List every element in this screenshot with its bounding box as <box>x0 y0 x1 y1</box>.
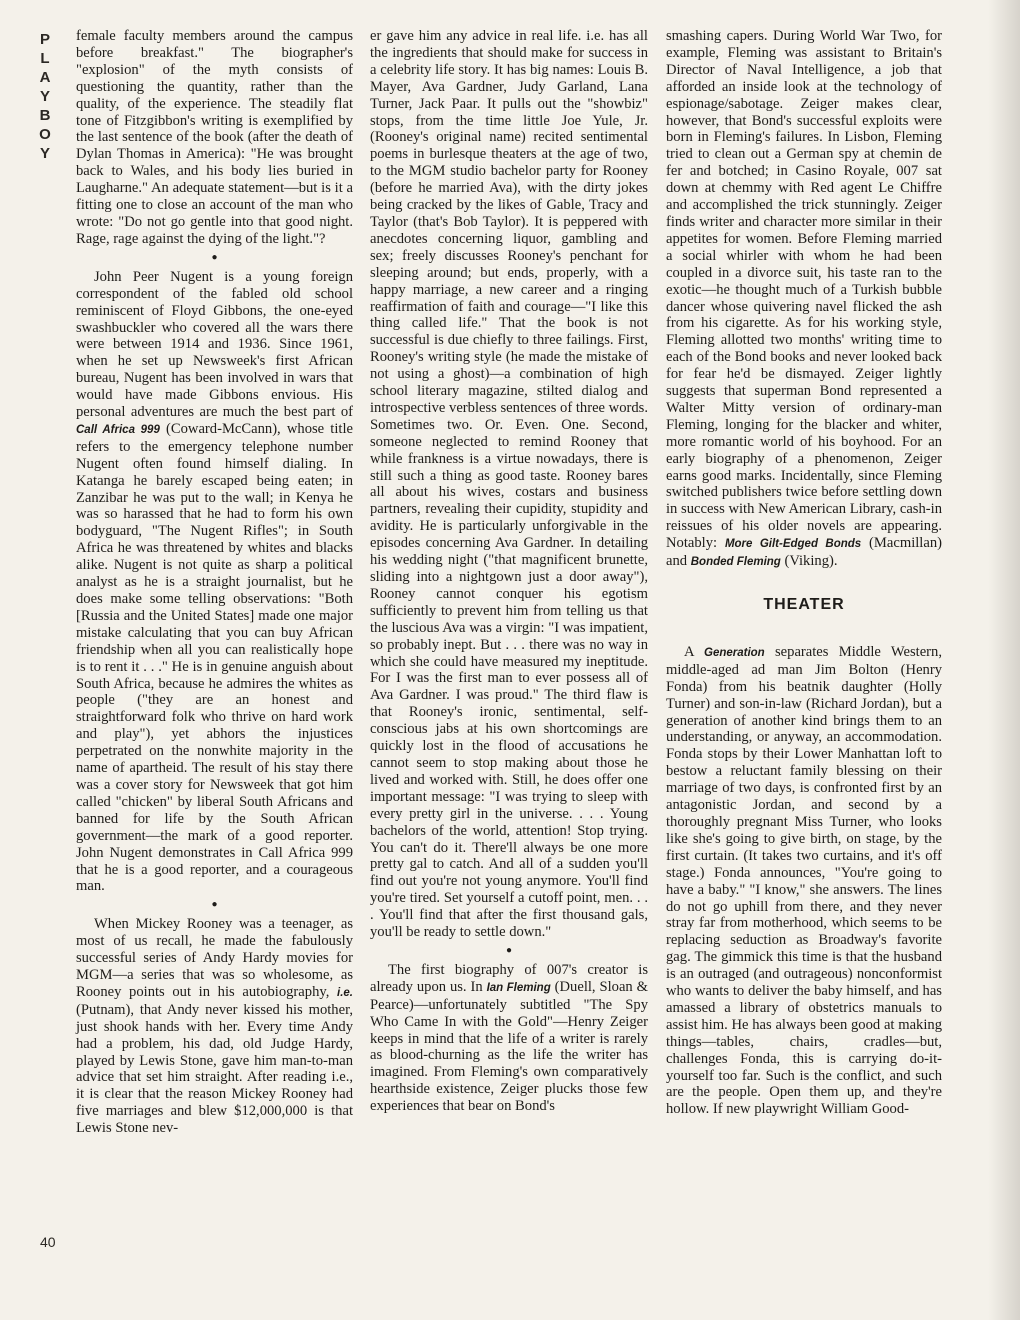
paragraph-dylan-thomas: female faculty members around the campus before breakfast." The biographer's "explosion" of the myth consists of questioning the quantity, rather than the quality, of the experience. The steadily flat tone of Fitzgibbon's writing is exemplified by the last sentence of the book (after the death of Dylan Thomas in America): "He was brought back to Wales, and his body lies buried in Laugharne." An adequate statement—but is it a fitting one to close an account of the man who wrote: "Do not go gentle into that good night. Rage, rage against the dying of the light."? <box>76 28 353 247</box>
masthead-letter: Y <box>39 145 50 162</box>
column-3 <box>666 28 942 1118</box>
book-title-bonded-fleming: Bonded Fleming <box>690 556 781 569</box>
paragraph-text: John Peer Nugent is a young foreign correspondent of the fabled old school reminiscent of Floyd Gibbons, the one-eyed swashbuckler who covered all the wars there were between 1914 and 1936. Since 1961, when he set up Newsweek's first African bureau, Nugent has been involved in wars that would have made Gibbons envious. His personal adventures are much the best part of <box>76 268 353 421</box>
book-title-call-africa: Call Africa 999 <box>76 423 160 436</box>
paragraph-text: separates Middle Western, middle-aged ad man Jim Bolton (Henry Fonda) from his beatnik daughter (Holly Turner) and son-in-law (Richard Jordan), but a generation of another kind brings them to an understanding, or anyway, an accommodation. Fonda stops by their Lower Manhattan loft to bestow a reluctant family blessing on their marriage of two days, is confronted first by an antagonistic Jordan, and second by a thoroughly pregnant Miss Turner, who looks like she's going to give birth, on stage, by the first curtain. (It takes two curtains, and it's off stage.) Fonda announces, "You're going to have a baby." "I know," she answers. The lines do not go uphill from there, and they never stray far from motherhood, which seems to be replacing seduction as Broadway's favorite gag. The gimmick this time is that the husband is an outraged (and outrageous) nonconformist who wants to deliver the baby himself, and has amassed a library of obstetrics manuals to assist him. He has always been good at making things—tables, chairs, cradles—but, challenges Fonda, this is carrying do-it-yourself too far. Such is the conflict, and such are the people. Open them up, and they're hollow. If new playwright William Good- <box>666 643 942 1118</box>
paragraph-text: (Duell, Sloan & Pearce)—unfortunately subtitled "The Spy Who Came In with the Gold"—Henry Zeiger keeps in mind that the life of a writer is rarely as blood-churning as the life the writer has imagined. From Fleming's own comparatively hearthside existence, Zeiger plucks those few experiences that bear on Bond's <box>370 978 648 1115</box>
masthead-letter: Y <box>39 88 50 105</box>
book-title-ian-fleming: Ian Fleming <box>486 981 551 994</box>
section-bullet: ● <box>211 899 218 911</box>
paragraph-text: (Coward-McCann), whose title refers to the emergency telephone number Nugent often found himself dialing. In Katanga he barely escaped being eaten; in Zanzibar he was put to the wall; in Kenya he was so harassed that he had to form his own bodyguard, "The Nugent Rifles"; in South Africa he was threatened by whites and blacks alike. Nugent is not quite as sharp a political analyst as he is a straight journalist, but he does make some telling observations: "Both [Russia and the United States] made one major mistake calculating that you can buy African friendship when all you can realistically hope is to rent it . . ." He is in genuine anguish about South Africa, because he admires the whites as people ("they are an honest and straightforward folk who thrive on hard work and play"), yet abhors the injustices perpetrated on the nonwhite majority in the name of apartheid. The result of his stay there was a cover story for Newsweek that got him called "chicken" by liberal South Africans and banned for life by the South African government—the mark of a good reporter. John Nugent demonstrates in Call Africa 999 that he is a good reporter, and a courageous man. <box>76 420 353 895</box>
section-bullet: ● <box>211 251 218 263</box>
column-2 <box>370 28 648 1115</box>
paragraph-text: (Putnam), that Andy never kissed his mother, just shook hands with her. Every time Andy had a problem, his dad, old Judge Hardy, played by Lewis Stone, gave him man-to-man advice that set him straight. After reading i.e., it is clear that the reason Mickey Rooney had five marriages and blew $12,000,000 is that Lewis Stone nev- <box>76 1001 353 1137</box>
masthead-letter: L <box>40 50 50 67</box>
paragraph-text: When Mickey Rooney was a teenager, as most of us recall, he made the fabulously successful series of Andy Hardy movies for MGM—a series that was so wholesome, as Rooney points out in his autobiography, <box>76 916 353 1000</box>
paragraph-rooney <box>76 916 353 1137</box>
play-title-generation: Generation <box>704 646 765 659</box>
paragraph-nugent <box>76 269 353 896</box>
page-edge-shadow <box>988 0 1020 1320</box>
masthead-letter: B <box>39 107 51 124</box>
column-1 <box>76 28 353 1137</box>
masthead-vertical <box>34 30 56 163</box>
page-number: 40 <box>40 1234 56 1250</box>
masthead-letter: A <box>39 69 51 86</box>
paragraph-generation <box>666 644 942 1118</box>
paragraph-text: (Viking). <box>780 553 838 570</box>
paragraph-text: (Macmillan) and <box>666 535 942 570</box>
masthead-letter: O <box>39 126 51 143</box>
paragraph-fleming-continued <box>666 28 942 571</box>
paragraph-text: A <box>684 643 704 660</box>
section-heading-theater: THEATER <box>763 596 845 613</box>
book-title-gilt-edged-bonds: More Gilt-Edged Bonds <box>724 538 862 551</box>
paragraph-text: The first biography of 007's creator is already upon us. In <box>370 961 648 995</box>
book-title-ie: i.e. <box>337 986 353 999</box>
paragraph-fleming <box>370 962 648 1115</box>
masthead-letter: P <box>39 31 50 48</box>
paragraph-text: smashing capers. During World War Two, for example, Fleming was assistant to Britain's Director of Naval Intelligence, a job that afforded an inside look at the technology of espionage/sabotage. Zeiger makes clear, however, that Bond's successful exploits were born in Fleming's failures. In Lisbon, Fleming tried to clean out a German spy at chemin de fer and botched; in Casino Royale, 007 sat down at chemmy with Red agent Le Chiffre and accomplished the trick stunningly. Zeiger finds writer and character more similar in their appetites for women. Before Fleming married a social whirler with whom he had been coupled in a divorce suit, his taste ran to the exotic—he thought much of a Turkish bubble dancer whose quivering navel flicked the ash from his cigarette. As for his working style, Fleming allotted two months' writing time to each of the Bond books and never looked back for fear he'd be dismayed. Zeiger lightly suggests that superman Bond represented a Walter Mitty version of ordinary-man Fleming, longing for the blacker and whiter, more romantic world of his boyhood. For an early biography of a phenomenon, Zeiger earns good marks. Incidentally, since Fleming switched publishers twice before settling down in success with New American Library, cash-in reissues of his older novels are appearing. Notably: <box>666 28 942 552</box>
paragraph-rooney-continued: er gave him any advice in real life. i.e. has all the ingredients that should make for success in a celebrity life story. It has big names: Louis B. Mayer, Ava Gardner, Judy Garland, Lana Turner, Jack Paar. It pulls out the "showbiz" stops, from the time little Joe Yule, Jr. (Rooney's original name) recited sentimental poems in burlesque theaters at the age of two, to the MGM studio bachelor party for Rooney (before he married Ava), with the dirty jokes being cracked by the likes of Gable, Tracy and Taylor (that's Bob Taylor). It is peppered with anecdotes concerning liquor, gambling and sex; freely discusses Rooney's penchant for sleeping around; but ends, properly, with a happy marriage, a new career and a ringing reaffirmation of faith and courage—"I like this thing called life." That the book is not successful is due chiefly to three failings. First, Rooney's writing style (he made the mistake of not using a ghost)—a combination of high school literary magazine, stilted dialog and introspective verbless sentences of three words. Sometimes two. Or. Even. One. Second, someone neglected to remind Rooney that while frankness is a virtue nowadays, there is still such a thing as good taste. Rooney bares all about his wives, costars and business partners, revealing their cupidity, stupidity and avidity. He is particularly unforgivable in the episodes concerning Ava Gardner. In detailing his wedding night ("that magnificent brunette, sliding into a nightgown just a door away"), Rooney cannot conquer his egotism sufficiently to prevent him from telling us that the luscious Ava was a virgin: "I was impatient, so probably inept. But . . . there was no way in which she could have measured my ineptitude. For I was the first man to ever possess all of Ava Gardner. I was proud." The third flaw is that Rooney's ironic, sentimental, self-conscious jabs at his own shortcomings are quickly lost in the flood of accusations he cannot seem to stop making about those he lived and worked with. Still, he does offer one important message: "I was trying to sleep with every pretty girl in the universe. . . . Young bachelors of the world, attention! Stop trying. You can't do it. There'll always be one more pretty gal to catch. And all of a sudden you'll find out you're not young anymore. You'll find you're tired. Set yourself a cutoff point, men. . . . You'll find that after the first thousand gals, you'll be ready to settle down." <box>370 28 649 941</box>
section-bullet: ● <box>505 944 513 956</box>
